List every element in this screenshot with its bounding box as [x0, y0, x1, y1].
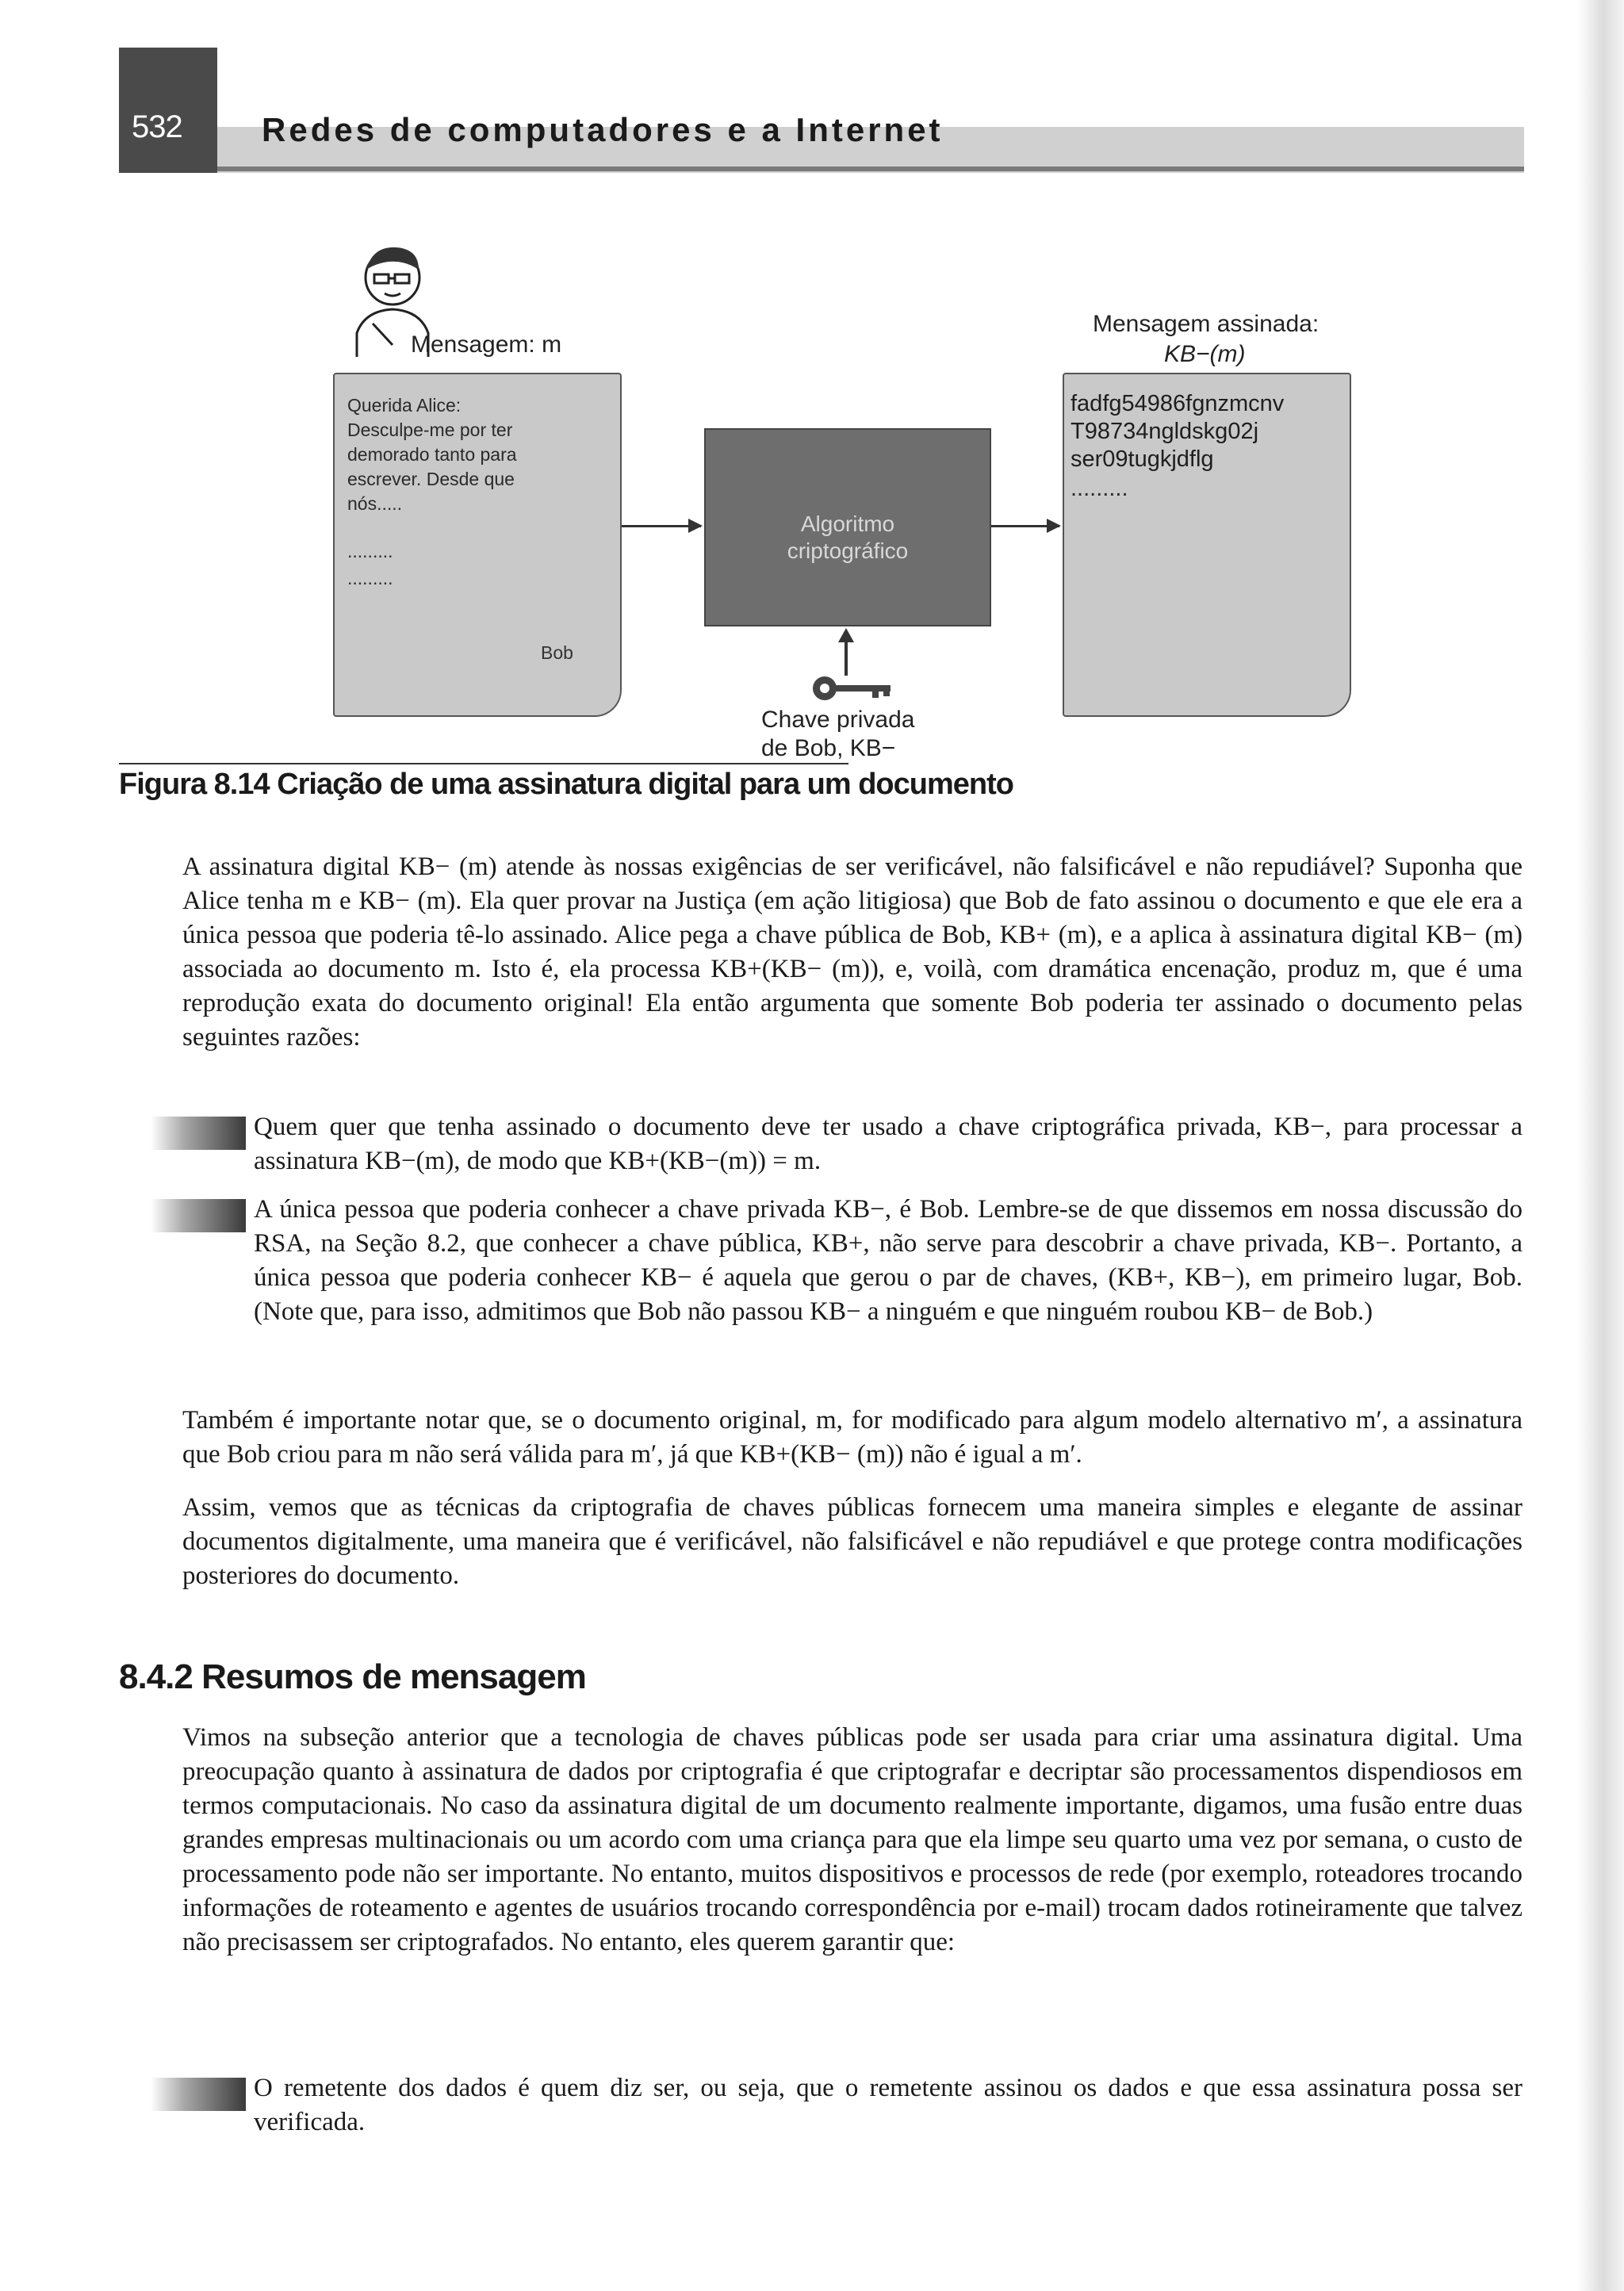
algorithm-label: Algoritmo criptográfico: [787, 511, 909, 563]
running-title: Redes de computadores e a Internet: [262, 111, 944, 148]
signed-message-dots: .........: [1071, 476, 1128, 501]
message-body: Querida Alice: Desculpe-me por ter demorado tanto para escrever. Desde que nós.....: [347, 395, 517, 514]
paragraph-4: Vimos na subseção anterior que a tecnologia de chaves públicas pode ser usada para criar uma assinatura digital. Uma preocupação quanto à assinatura de dados por criptografia é que criptografar e decriptar são processamentos dispendiosos em termos computacionais. No caso da assinatura digital de um documento realmente importante, digamos, uma fusão entre duas grandes empresas multinacionais ou um acordo com uma criança para que ela limpe seu quarto uma vez por semana, o custo de processamento pode não ser importante. No entanto, muitos dispositivos e processos de rede (por exemplo, roteadores trocando informações de roteamento e agentes de usuários trocando correspondência por e-mail) trocam dados rotineiramente que talvez não precisassem ser criptografados. No entanto, eles querem garantir que:: [182, 1723, 1522, 1956]
signed-message-formula: KB−(m): [1164, 341, 1246, 367]
bullet-marker-3: [151, 2078, 246, 2111]
signed-message-document: [1063, 373, 1351, 717]
page-edge-shadow: [1578, 0, 1624, 2291]
message-label: Mensagem: m: [411, 331, 562, 358]
header-rule: [119, 167, 1524, 171]
arrow-to-algorithm: [622, 525, 701, 527]
page-number: 532: [132, 109, 182, 144]
bullet-3: O remetente dos dados é quem diz ser, ou seja, que o remetente assinou os dados e que essa assinatura possa ser verificada.: [254, 2074, 1522, 2136]
message-dots-1: .........: [347, 541, 393, 561]
message-dots-2: .........: [347, 568, 393, 588]
signed-message-body: fadfg54986fgnzmcnv T98734ngldskg02j ser09tugkjdflg: [1071, 391, 1285, 472]
caption-rule: [119, 763, 848, 764]
private-key-label: Chave privada de Bob, KB−: [761, 707, 915, 761]
paragraph-3: Assim, vemos que as técnicas da criptografia de chaves públicas fornecem uma maneira simples e elegante de assinar documentos digitalmente, uma maneira que é verificável, não falsificável e não repudiável e que protege contra modificações posteriores do documento.: [182, 1493, 1522, 1590]
crypto-algorithm-box: [704, 428, 991, 626]
original-message-document: [333, 373, 622, 717]
signed-message-label: Mensagem assinada:: [1093, 311, 1320, 337]
bullet-2: A única pessoa que poderia conhecer a chave privada KB−, é Bob. Lembre-se de que dissemos em nossa discussão do RSA, na Seção 8.2, que conhecer a chave pública, KB+, não serve para descobrir a chave privada, KB−. Portanto, a única pessoa que poderia conhecer KB− é aquela que gerou o par de chaves, (KB+, KB−), em primeiro lugar, Bob. (Note que, para isso, admitimos que Bob não passou KB− a ninguém e que ninguém roubou KB− de Bob.): [254, 1195, 1522, 1326]
arrow-to-signed: [991, 525, 1059, 527]
figure-digital-signature: [317, 238, 1443, 761]
section-heading: 8.4.2 Resumos de mensagem: [119, 1657, 586, 1696]
key-arrow: [845, 641, 848, 676]
key-icon: [809, 672, 896, 704]
bullet-marker-1: [151, 1117, 246, 1150]
message-signature: Bob: [541, 642, 573, 663]
paragraph-2: Também é importante notar que, se o documento original, m, for modificado para algum modelo alternativo m′, a assinatura que Bob criou para m não será válida para m′, já que KB+(KB− (m)) não é igual a m′.: [182, 1406, 1522, 1469]
paragraph-1: A assinatura digital KB− (m) atende às nossas exigências de ser verificável, não falsificável e não repudiável? Suponha que Alice tenha m e KB− (m). Ela quer provar na Justiça (em ação litigiosa) que Bob de fato assinou o documento e que ele era a única pessoa que poderia tê-lo assinado. Alice pega a chave pública de Bob, KB+ (m), e a aplica à assinatura digital KB− (m) associada ao documento m. Isto é, ela processa KB+(KB− (m)), e, voilà, com dramática encenação, produz m, que é uma reprodução exata do documento original! Ela então argumenta que somente Bob poderia ter assinado o documento pelas seguintes razões:: [182, 852, 1522, 1052]
figure-caption: Figura 8.14 Criação de uma assinatura digital para um documento: [119, 768, 1013, 801]
bullet-marker-2: [151, 1199, 246, 1232]
bullet-1: Quem quer que tenha assinado o documento deve ter usado a chave criptográfica privada, KB−, para processar a assinatura KB−(m), de modo que KB+(KB−(m)) = m.: [254, 1113, 1522, 1175]
